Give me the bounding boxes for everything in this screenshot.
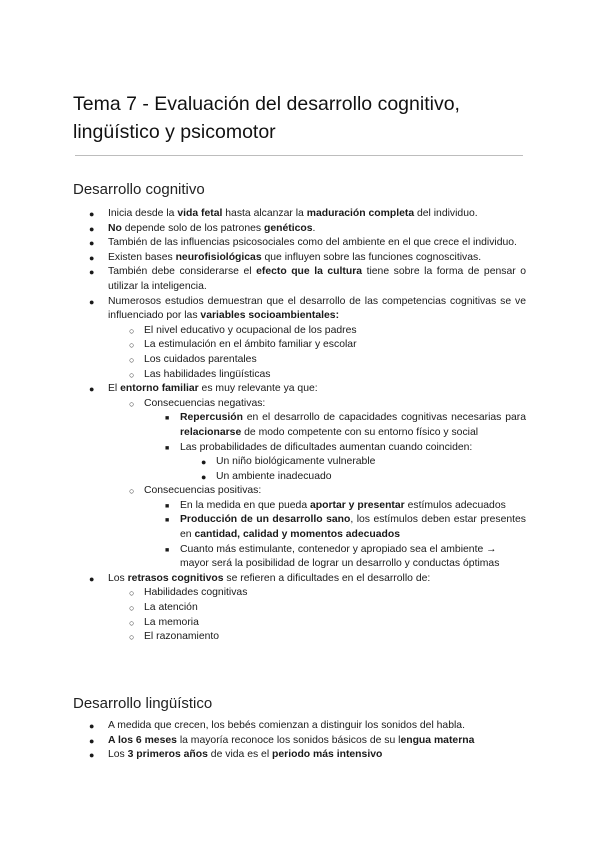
square-bullet-icon: ■	[165, 444, 170, 452]
list-item: ● A medida que crecen, los bebés comienzan a distinguir los sonidos del habla.	[108, 719, 526, 734]
list-item: ● A los 6 meses la mayoría reconoce los sonidos básicos de su lengua materna	[108, 734, 526, 749]
section-heading-linguistic: Desarrollo lingüístico	[73, 695, 213, 712]
title-divider	[75, 155, 523, 156]
bullet-icon: ●	[89, 267, 95, 278]
list-item: ○ El nivel educativo y ocupacional de los padres	[144, 324, 526, 339]
bullet-icon: ●	[89, 750, 95, 761]
circle-bullet-icon: ○	[129, 632, 135, 643]
list-item: ○ La atención	[144, 601, 526, 616]
sub-sub-list	[165, 499, 526, 572]
circle-bullet-icon: ○	[129, 588, 135, 599]
circle-bullet-icon: ○	[129, 325, 135, 336]
square-bullet-icon: ■	[165, 546, 170, 554]
list-item: ○ Las habilidades lingüísticas	[144, 368, 526, 383]
circle-bullet-icon: ○	[129, 340, 135, 351]
circle-bullet-icon: ○	[129, 354, 135, 365]
list-item: ■ Cuanto más estimulante, contenedor y apropiado sea el ambiente → mayor será la posibilidad de lograr un desarrollo y conductas óptimas	[165, 543, 500, 570]
bullet-icon: ●	[89, 223, 95, 234]
list-item: ○ El razonamiento	[144, 630, 526, 645]
square-bullet-icon: ■	[165, 502, 170, 510]
circle-bullet-icon: ○	[129, 617, 135, 628]
sub-list	[129, 397, 526, 572]
circle-bullet-icon: ○	[129, 603, 135, 614]
circle-bullet-icon: ○	[129, 486, 135, 497]
cognitive-list	[89, 207, 527, 645]
list-item: ● Un ambiente inadecuado	[216, 470, 526, 485]
bullet-icon: ●	[89, 238, 95, 249]
list-item: ● Los retrasos cognitivos se refieren a dificultades en el desarrollo de: ○ Habilidades cognitivas ○ La atención ○ La memoria ○ El razonamiento	[108, 572, 526, 645]
list-item: ● No depende solo de los patrones genéticos.	[108, 222, 526, 237]
list-item: ● También de las influencias psicosociales como del ambiente en el que crece el individuo.	[108, 236, 526, 251]
section-heading-cognitive: Desarrollo cognitivo	[73, 181, 205, 198]
sub-list	[129, 324, 526, 382]
list-item: ○ Consecuencias negativas: ■ Repercusión en el desarrollo de capacidades cognitivas necesarias para relacionarse de modo competente con su entorno físico y social ■ Las probabilidades de dificultades aumentan cuando coinciden: ● Un niño biológicamente vulnerable ● Un ambiente inadecuado	[144, 397, 526, 485]
bullet-icon: ●	[89, 721, 95, 731]
bullet-icon: ●	[89, 735, 95, 746]
bullet-icon: ●	[89, 573, 95, 584]
list-item: ● Numerosos estudios demuestran que el desarrollo de las competencias cognitivas se ve influenciado por las variables socioambientales: ○ El nivel educativo y ocupacional de los padres ○ La estimulación en el ámbito familiar y escolar ○ Los cuidados parentales ○ Las habilidades lingüísticas	[108, 295, 526, 383]
list-item: ○ Consecuencias positivas: ■ En la medida en que pueda aportar y presentar estímulos adecuados ■ Producción de un desarrollo sano, los estímulos deben estar presentes en cantidad, calidad y momentos adecuados ■ Cuanto más estimulante, contenedor y apropiado sea el ambiente → mayor será la posibilidad de lograr un desarrollo y conductas óptimas	[144, 484, 526, 572]
circle-bullet-icon: ○	[129, 369, 135, 380]
list-item: ● También debe considerarse el efecto que la cultura tiene sobre la forma de pensar o utilizar la inteligencia.	[89, 266, 527, 292]
list-item: ○ La estimulación en el ámbito familiar y escolar	[144, 338, 526, 353]
list-item: ○ Los cuidados parentales	[144, 353, 526, 368]
list-item: ● Inicia desde la vida fetal hasta alcanzar la maduración completa del individuo.	[108, 207, 526, 222]
list-item: ■ Producción de un desarrollo sano, los estímulos deben estar presentes en cantidad, calidad y momentos adecuados	[165, 514, 526, 541]
linguistic-list	[89, 719, 526, 763]
bullet-icon: ●	[89, 252, 95, 263]
list-item: ■ En la medida en que pueda aportar y presentar estímulos adecuados	[180, 499, 526, 514]
sub-sub-list	[165, 411, 526, 484]
circle-bullet-icon: ○	[129, 398, 135, 409]
square-bullet-icon: ■	[165, 517, 170, 525]
list-item: ○ Habilidades cognitivas	[144, 586, 526, 601]
square-bullet-icon: ■	[165, 415, 170, 423]
page-title: Tema 7 - Evaluación del desarrollo cognitivo, lingüístico y psicomotor	[73, 93, 460, 143]
list-item: ● Existen bases neurofisiológicas que influyen sobre las funciones cognoscitivas.	[108, 251, 526, 266]
list-item: ● El entorno familiar es muy relevante ya que: ○ Consecuencias negativas: ■ Repercusión en el desarrollo de capacidades cognitivas necesarias para relacionarse de modo competente con su entorno físico y social ■ Las probabilidades de dificultades aumentan cuando coinciden: ● Un niño biológicamente vulnerable ● Un ambiente inadecuado ○ Consecuencias positivas: ■ En la medida en que pueda aportar y presentar estímulos adecuados ■ Producción de un desarrollo sano, los estímulos deben estar presentes en cantidad, calidad y momentos adecuados ■ Cuanto más estimulante, contenedor y apropiado sea el ambiente → mayor será la posibilidad de lograr un desarrollo y conductas óptimas	[108, 382, 526, 572]
bullet-icon: ●	[89, 209, 95, 219]
bullet-icon: ●	[201, 457, 207, 468]
bullet-icon: ●	[89, 296, 95, 307]
list-item: ● Los 3 primeros años de vida es el periodo más intensivo	[108, 748, 526, 763]
list-item: ■ Repercusión en el desarrollo de capacidades cognitivas necesarias para relacionarse de modo competente con su entorno físico y social	[165, 412, 526, 438]
list-item: ■ Las probabilidades de dificultades aumentan cuando coinciden: ● Un niño biológicamente vulnerable ● Un ambiente inadecuado	[180, 441, 526, 485]
list-item: ○ La memoria	[144, 616, 526, 631]
bullet-icon: ●	[201, 471, 207, 482]
list-item: ● Un niño biológicamente vulnerable	[216, 455, 526, 470]
sub-sub-sub-list	[201, 455, 526, 484]
sub-list	[129, 586, 526, 644]
bullet-icon: ●	[89, 384, 95, 395]
